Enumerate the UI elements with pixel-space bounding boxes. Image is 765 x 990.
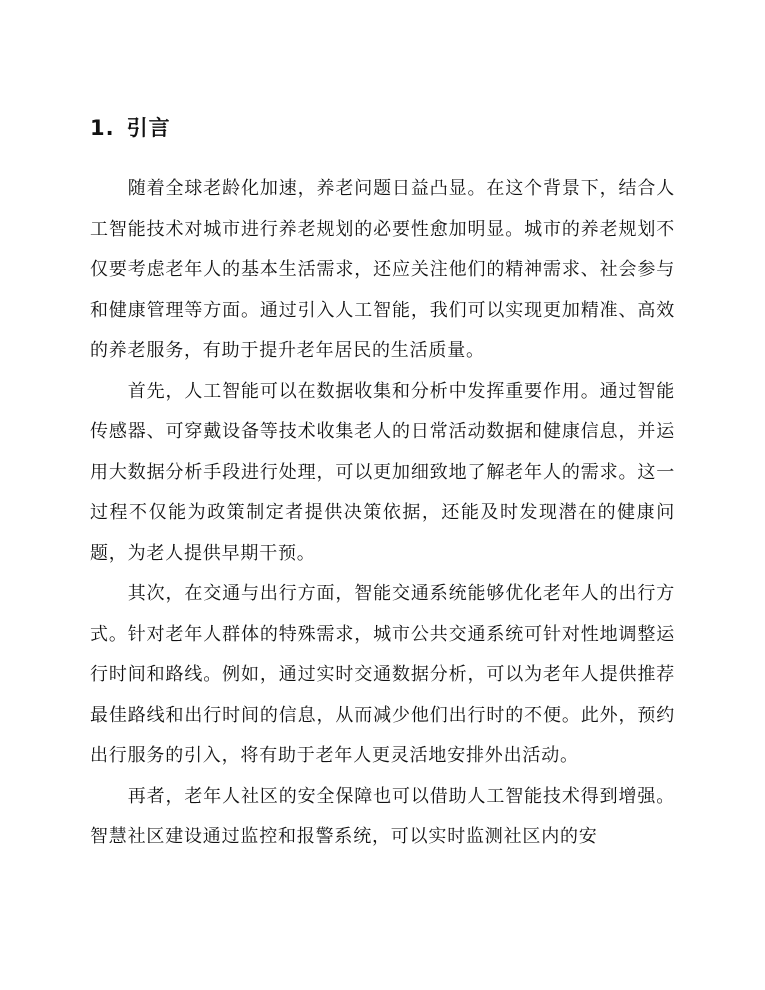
paragraph-3: 其次，在交通与出行方面，智能交通系统能够优化老年人的出行方式。针对老年人群体的特殊需求，城市公共交通系统可针对性地调整运行时间和路线。例如，通过实时交通数据分析，可以为老年人提供推荐最佳路线和出行时间的信息，从而减少他们出行时的不便。此外，预约出行服务的引入，将有助于老年人更灵活地安排外出活动。 — [90, 583, 675, 766]
paragraph-4: 再者，老年人社区的安全保障也可以借助人工智能技术得到增强。智慧社区建设通过监控和报警系统，可以实时监测社区内的安 — [90, 785, 675, 847]
paragraph-2: 首先，人工智能可以在数据收集和分析中发挥重要作用。通过智能传感器、可穿戴设备等技术收集老人的日常活动数据和健康信息，并运用大数据分析手段进行处理，可以更加细致地了解老年人的需求。这一过程不仅能为政策制定者提供决策依据，还能及时发现潜在的健康问题，为老人提供早期干预。 — [90, 380, 675, 564]
paragraph-1: 随着全球老龄化加速，养老问题日益凸显。在这个背景下，结合人工智能技术对城市进行养老规划的必要性愈加明显。城市的养老规划不仅要考虑老年人的基本生活需求，还应关注他们的精神需求、社会参与和健康管理等方面。通过引入人工智能，我们可以实现更加精准、高效的养老服务，有助于提升老年居民的生活质量。 — [90, 178, 675, 361]
section-title: 引言 — [126, 116, 171, 140]
body-text — [90, 169, 675, 858]
section-heading — [90, 112, 171, 144]
section-number: 1. — [90, 116, 115, 140]
